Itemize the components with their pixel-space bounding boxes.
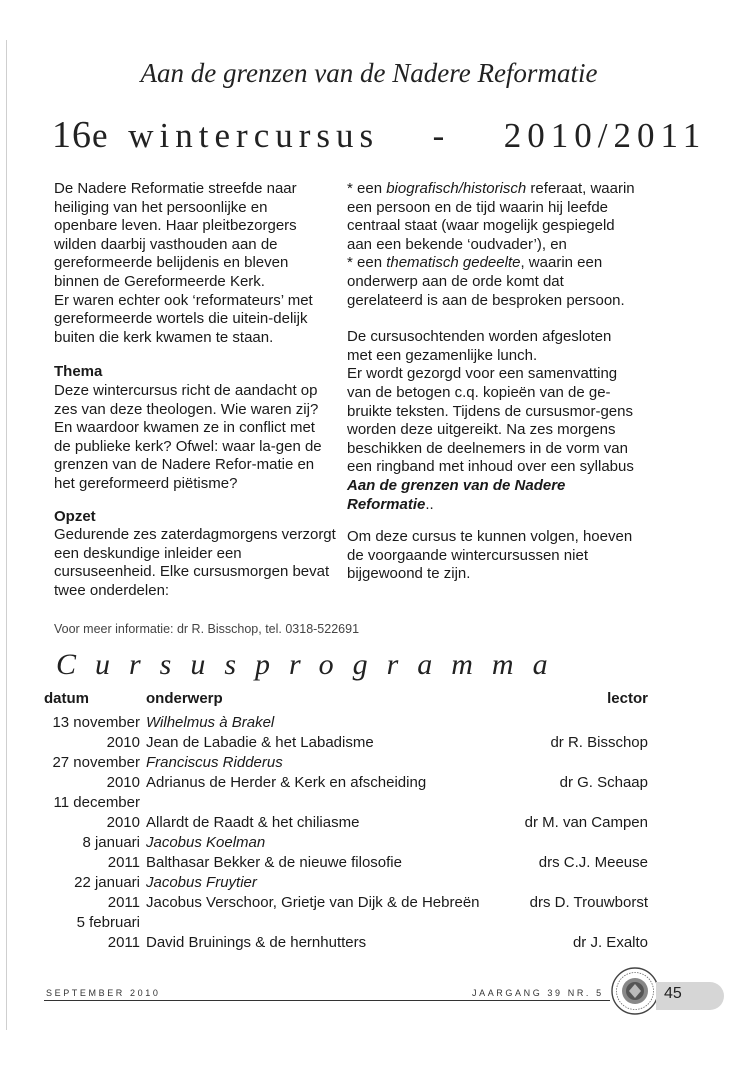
row-lector: dr R. Bisschop xyxy=(550,734,648,751)
row-date: 2010 xyxy=(106,734,140,751)
text-line: twee onderdelen: xyxy=(54,581,170,599)
text-line: wilden daarbij vasthouden aan de xyxy=(54,235,278,253)
text-line: een persoon en de tijd waarin hij leefde xyxy=(347,198,609,216)
table-row xyxy=(40,754,652,774)
table-body xyxy=(40,714,652,954)
text-line: centraal staat (waar mogelijk gespiegeld xyxy=(347,217,615,235)
text-span: referaat, waarin xyxy=(526,180,635,197)
text-line: openbare leven. Haar pleitbezorgers xyxy=(54,217,297,235)
text-line: Er waren echter ook ‘reformateurs’ met xyxy=(54,291,313,309)
parts-paragraph xyxy=(347,180,637,310)
table-row xyxy=(40,814,652,834)
row-lector: dr M. van Campen xyxy=(524,814,648,831)
row-date: 27 november xyxy=(52,754,140,771)
row-lector: dr G. Schaap xyxy=(559,774,648,791)
table-row xyxy=(40,854,652,874)
text-line xyxy=(347,477,637,496)
table-row xyxy=(40,794,652,814)
row-date: 5 februari xyxy=(76,914,140,931)
row-date: 22 januari xyxy=(74,874,140,891)
text-line: En waardoor kwamen ze in conflict met xyxy=(54,419,315,437)
row-lector: drs C.J. Meeuse xyxy=(538,854,648,871)
right-column xyxy=(347,180,637,584)
row-date: 11 december xyxy=(53,794,140,811)
text-line: De Nadere Reformatie streefde naar xyxy=(54,180,297,197)
table-row xyxy=(40,914,652,934)
text-line: Gedurende zes zaterdagmorgens verzorgt xyxy=(54,526,336,544)
text-line: De cursusochtenden worden afgesloten xyxy=(347,328,612,346)
course-subtitle xyxy=(52,113,707,157)
row-date: 2011 xyxy=(107,894,140,911)
text-line: gereformeerde belijdenis en bleven xyxy=(54,254,289,272)
header-lector: lector xyxy=(607,690,648,707)
row-lector: drs D. Trouwborst xyxy=(529,894,648,911)
row-subject: Balthasar Bekker & de nieuwe filosofie xyxy=(146,854,402,871)
table-header xyxy=(40,690,652,714)
course-years: 2010/2011 xyxy=(503,116,707,155)
row-subject: Jacobus Fruytier xyxy=(146,874,257,891)
text-line: van de betogen c.q. kopieën van de ge- xyxy=(347,383,611,401)
text-line: worden deze uitgereikt. Na zes morgens xyxy=(347,421,616,439)
row-subject: Adrianus de Herder & Kerk en afscheiding xyxy=(146,774,427,791)
row-subject: Franciscus Ridderus xyxy=(146,754,283,771)
text-line: cursuseenheid. Elke cursusmorgen bevat xyxy=(54,563,330,581)
subtitle-dash: - xyxy=(432,116,451,155)
text-line: zes van deze theologen. Wie waren zij? xyxy=(54,400,319,418)
text-line: de voorgaande wintercursussen niet xyxy=(347,546,588,564)
row-subject: Allardt de Raadt & het chiliasme xyxy=(146,814,360,831)
text-line: grenzen van de Nadere Refor-matie en xyxy=(54,456,315,474)
emphasis-text: biografisch/historisch xyxy=(386,180,527,197)
text-line xyxy=(347,496,637,515)
row-subject: Wilhelmus à Brakel xyxy=(146,714,275,731)
row-date: 2010 xyxy=(106,814,140,831)
text-line: Deze wintercursus richt de aandacht op xyxy=(54,381,318,399)
row-subject: David Bruinings & de hernhutters xyxy=(146,934,367,951)
row-subject: Jacobus Koelman xyxy=(146,834,266,851)
table-row xyxy=(40,834,652,854)
text-span: * een xyxy=(347,254,387,272)
text-line: gerelateerd is aan de besproken persoon. xyxy=(347,291,625,309)
page-title: Aan de grenzen van de Nadere Reformatie xyxy=(140,58,598,88)
text-line: aan een bekende ‘oudvader’), en xyxy=(347,235,567,253)
course-number: 16 xyxy=(52,114,92,156)
opzet-heading: Opzet xyxy=(54,507,96,525)
program-title: Cursusprogramma xyxy=(56,648,567,681)
row-date: 13 november xyxy=(52,714,140,731)
text-span: * een xyxy=(347,180,387,197)
margin-line xyxy=(6,40,7,1030)
text-line: bijgewoond te zijn. xyxy=(347,565,471,583)
text-line: heiliging van het persoonlijke en xyxy=(54,198,268,216)
text-line: buiten die kerk kwamen te staan. xyxy=(54,328,274,346)
thema-heading: Thema xyxy=(54,363,103,381)
row-subject: Jean de Labadie & het Labadisme xyxy=(146,734,374,751)
table-row xyxy=(40,874,652,894)
header-subject: onderwerp xyxy=(146,690,223,707)
text-line: de publieke kerk? Ofwel: waar la-gen de xyxy=(54,437,322,455)
course-word: e wintercursus xyxy=(92,116,380,155)
table-row xyxy=(40,894,652,914)
text-line xyxy=(347,180,637,199)
lunch-paragraph xyxy=(347,328,637,514)
text-line: een ringband met inhoud over een syllabus xyxy=(347,458,634,476)
opzet-paragraph xyxy=(54,526,336,600)
footer-rule xyxy=(44,1000,610,1001)
text-line: een deskundige inleider een xyxy=(54,544,242,562)
requirement-paragraph xyxy=(347,528,637,584)
text-line: Er wordt gezorgd voor een samenvatting xyxy=(347,365,618,383)
syllabus-title: Aan de grenzen van de Nadere xyxy=(347,476,566,494)
thema-paragraph xyxy=(54,382,336,494)
text-span: .. xyxy=(425,495,434,513)
row-date: 2011 xyxy=(107,854,140,871)
text-line: binnen de Gereformeerde Kerk. xyxy=(54,272,265,290)
syllabus-title: Reformatie xyxy=(347,495,426,513)
header-date: datum xyxy=(44,690,89,707)
text-line: met een gezamenlijke lunch. xyxy=(347,346,538,364)
text-line: beschikken de deelnemers in de vorm van xyxy=(347,439,628,457)
text-line: bruikte teksten. Tijdens de cursusmor-gens xyxy=(347,402,633,420)
text-line: gereformeerde wortels die uitein-delijk xyxy=(54,310,308,328)
footer-volume: JAARGANG 39 NR. 5 xyxy=(472,988,604,998)
text-line xyxy=(347,254,637,273)
intro-paragraph xyxy=(54,180,336,347)
row-date: 2011 xyxy=(107,934,140,951)
row-date: 8 januari xyxy=(82,834,140,851)
table-row xyxy=(40,734,652,754)
contact-info: Voor meer informatie: dr R. Bisschop, tel. 0318-522691 xyxy=(54,622,360,636)
row-date: 2010 xyxy=(106,774,140,791)
page-number: 45 xyxy=(664,985,682,1002)
left-column xyxy=(54,180,336,600)
text-span: , waarin een xyxy=(520,254,603,272)
table-row xyxy=(40,714,652,734)
seal-icon xyxy=(610,966,660,1016)
text-line: Om deze cursus te kunnen volgen, hoeven xyxy=(347,528,633,546)
row-lector: dr J. Exalto xyxy=(572,934,648,951)
row-subject: Jacobus Verschoor, Grietje van Dijk & de Hebreën xyxy=(146,894,480,911)
emphasis-text: thematisch gedeelte xyxy=(386,254,521,272)
table-row xyxy=(40,774,652,794)
footer-date: SEPTEMBER 2010 xyxy=(46,988,161,998)
text-line: onderwerp aan de orde komt dat xyxy=(347,272,564,290)
program-table xyxy=(40,690,652,954)
table-row xyxy=(40,934,652,954)
text-line: het gereformeerd piëtisme? xyxy=(54,474,238,492)
